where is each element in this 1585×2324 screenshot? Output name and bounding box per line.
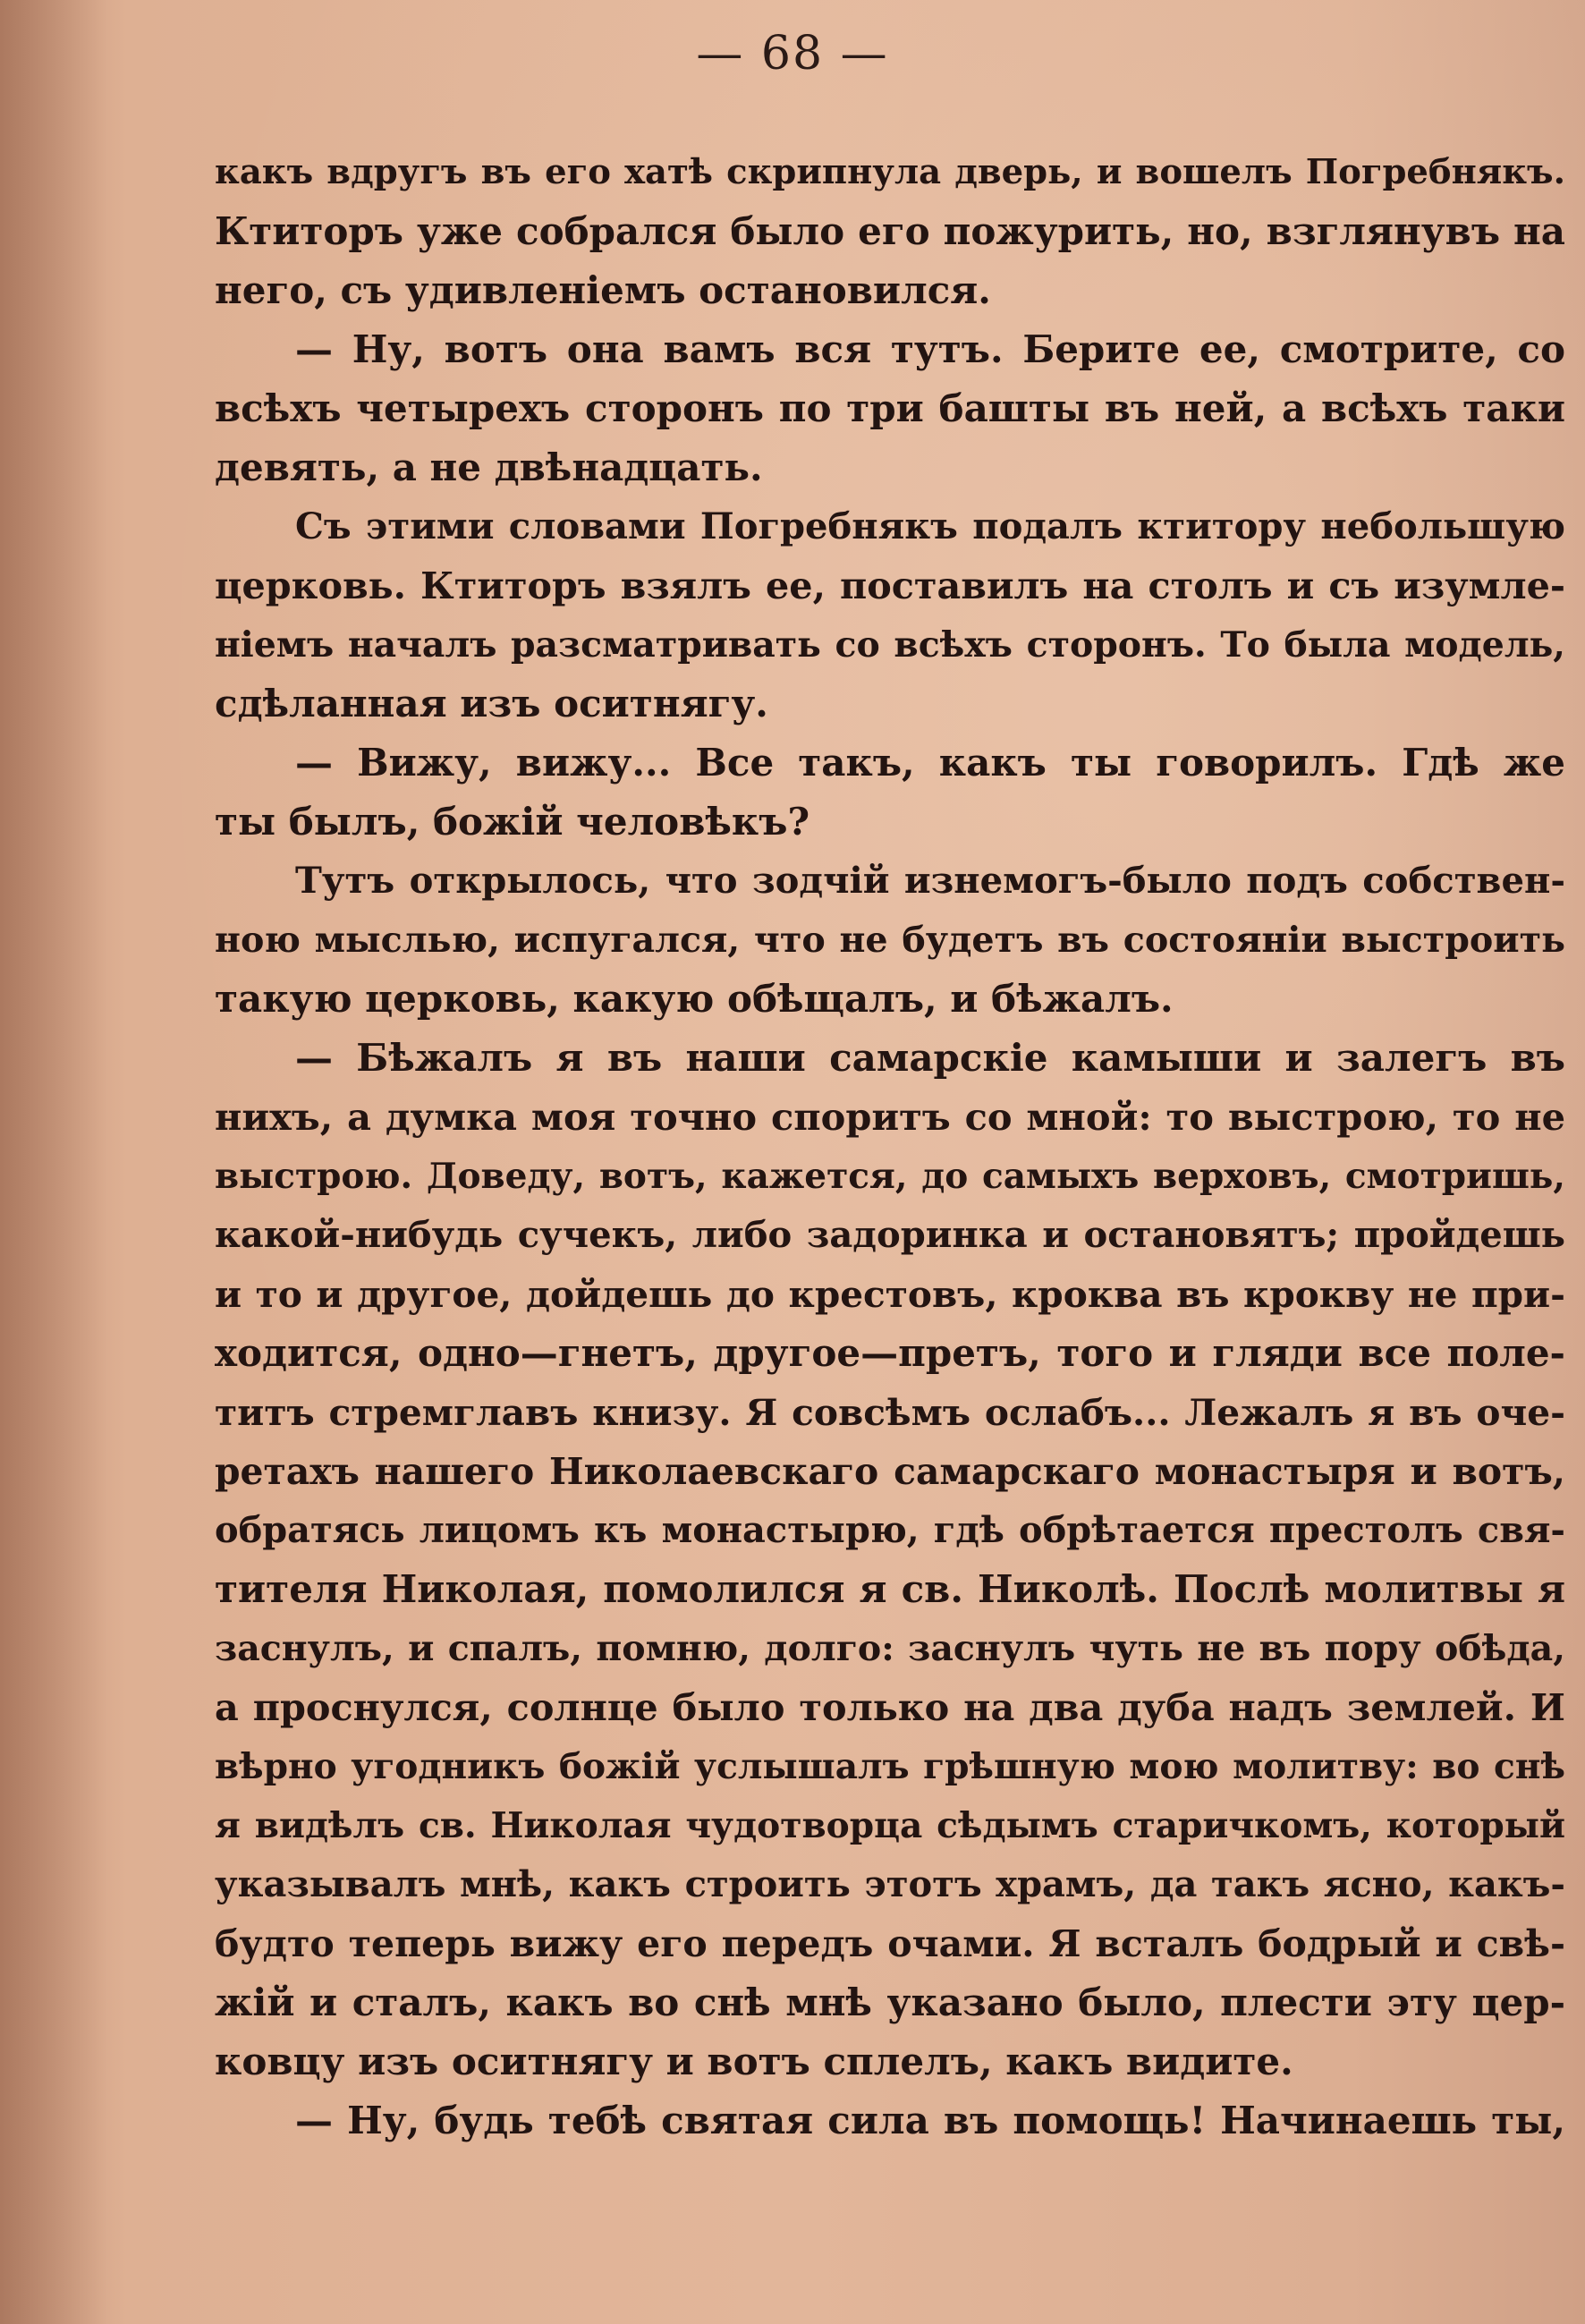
text-line: Съ этими словами Погребнякъ подалъ ктитору небольшую [295, 505, 1565, 547]
text-line: церковь. Ктиторъ взялъ ее, поставилъ на столъ и съ изумле- [215, 564, 1565, 607]
text-line: ковцу изъ оситнягу и вотъ сплелъ, какъ видите. [215, 2040, 1293, 2083]
text-line: девять, а не двѣнадцать. [215, 445, 763, 489]
text-line: — Ну, будь тебѣ святая сила въ помощь! Начинаешь ты, [295, 2099, 1565, 2142]
text-line: ретахъ нашего Николаевскаго самарскаго монастыря и вотъ, [215, 1450, 1565, 1493]
text-line: тителя Николая, помолился я св. Николѣ. Послѣ молитвы я [215, 1567, 1565, 1611]
text-line: обратясь лицомъ къ монастырю, гдѣ обрѣтается престолъ свя- [215, 1510, 1565, 1551]
text-line: будто теперь вижу его передъ очами. Я всталъ бодрый и свѣ- [215, 1921, 1565, 1965]
text-line: какой-нибудь сучекъ, либо задоринка и остановятъ; пройдешь [215, 1214, 1565, 1256]
body-text [215, 143, 1565, 2150]
text-line: Тутъ открылось, что зодчій изнемогъ-было подъ собствен- [295, 860, 1565, 902]
text-line: такую церковь, какую обѣщалъ, и бѣжалъ. [215, 977, 1174, 1021]
text-line: титъ стремглавъ книзу. Я совсѣмъ ослабъ... Лежалъ я въ оче- [215, 1391, 1565, 1434]
text-line: указывалъ мнѣ, какъ строить этотъ храмъ, да такъ ясно, какъ- [215, 1863, 1565, 1905]
page-number: — 68 — [696, 27, 889, 81]
text-line: а проснулся, солнце было только на два дуба надъ землей. И [215, 1685, 1565, 1729]
text-line: выстрою. Доведу, вотъ, кажется, до самыхъ верховъ, смотришь, [215, 1156, 1565, 1197]
text-line: и то и другое, дойдешь до крестовъ, кроква въ крокву не при- [215, 1273, 1565, 1316]
text-line: ніемъ началъ разсматривать со всѣхъ сторонъ. То была модель, [215, 624, 1565, 666]
text-line: сдѣланная изъ оситнягу. [215, 682, 768, 725]
text-line: ходится, одно—гнетъ, другое—претъ, того и гляди все поле- [215, 1331, 1565, 1375]
text-line: нихъ, а думка моя точно споритъ со мной: то выстрою, то не [215, 1095, 1565, 1139]
text-line: — Вижу, вижу... Все такъ, какъ ты говорилъ. Гдѣ же [295, 741, 1565, 785]
text-line: — Ну, вотъ она вамъ вся тутъ. Берите ее, смотрите, со [295, 327, 1565, 371]
text-line: всѣхъ четырехъ сторонъ по три башты въ ней, а всѣхъ таки [215, 386, 1565, 430]
page-gutter-shadow [0, 0, 107, 2324]
text-line: вѣрно угодникъ божій услышалъ грѣшную мою молитву: во снѣ [215, 1746, 1565, 1787]
text-line: — Бѣжалъ я въ наши самарскіе камыши и залегъ въ [295, 1036, 1565, 1080]
text-line: ною мыслью, испугался, что не будетъ въ состояніи выстроить [215, 920, 1565, 961]
text-line: него, съ удивленіемъ остановился. [215, 268, 991, 312]
text-line: я видѣлъ св. Николая чудотворца сѣдымъ старичкомъ, который [215, 1805, 1565, 1846]
text-line: Ктиторъ уже собрался было его пожурить, но, взглянувъ на [215, 209, 1565, 253]
text-line: ты былъ, божій человѣкъ? [215, 800, 810, 844]
text-line: какъ вдругъ въ его хатѣ скрипнула дверь, и вошелъ Погребнякъ. [215, 152, 1565, 192]
text-line: жій и сталъ, какъ во снѣ мнѣ указано было, плести эту цер- [215, 1980, 1565, 2024]
text-line: заснулъ, и спалъ, помню, долго: заснулъ чуть не въ пору обѣда, [215, 1628, 1565, 1669]
